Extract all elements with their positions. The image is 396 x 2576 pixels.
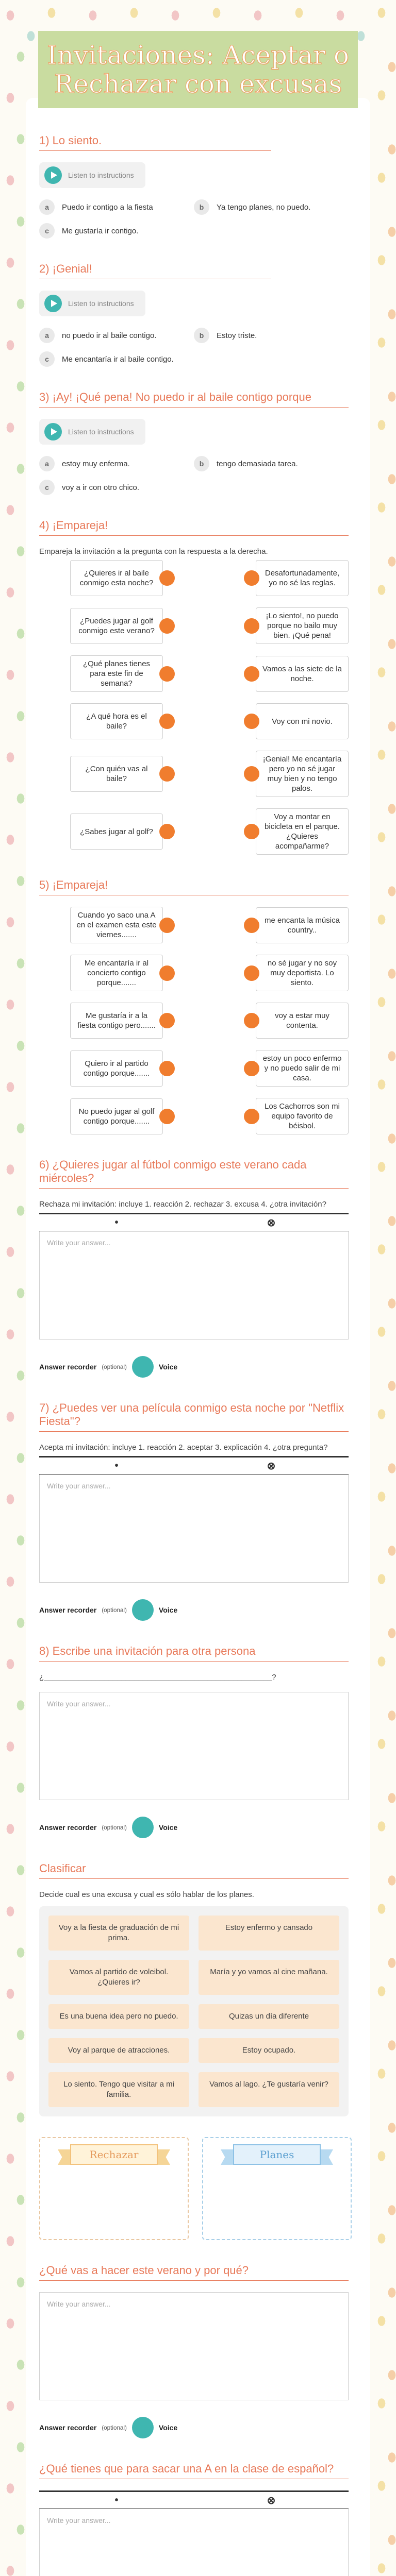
match-right-item[interactable]: me encanta la música country.. (256, 907, 349, 943)
connector-dot[interactable] (159, 766, 175, 782)
match-left-item[interactable]: ¿A qué hora es el baile? (70, 703, 163, 739)
play-icon (44, 423, 62, 440)
answer-textarea[interactable]: Write your answer... (39, 1475, 349, 1583)
drop-zone-planes[interactable] (202, 2137, 352, 2240)
match-right-item[interactable]: estoy un poco enfermo y no puedo salir de mi casa. (256, 1050, 349, 1087)
match-left-item[interactable]: ¿Quieres ir al baile conmigo esta noche? (70, 560, 163, 596)
question-6 (39, 1158, 357, 1378)
question-title: Clasificar (39, 1862, 86, 1875)
column-header: ⊗ (194, 1457, 349, 1475)
match-left-item[interactable]: Quiero ir al partido contigo porque....... (70, 1050, 163, 1087)
drop-buckets (39, 2137, 357, 2240)
title-banner (38, 31, 358, 108)
divider (39, 535, 349, 536)
question-3 (39, 391, 357, 495)
question-title: 8) Escribe una invitación para otra persona (39, 1645, 256, 1657)
options (39, 199, 338, 239)
match-left-item[interactable]: Me encantaría ir al concierto contigo porque....... (70, 955, 163, 991)
draggable-chip[interactable]: Quizas un día diferente (199, 2004, 339, 2029)
connector-dot[interactable] (244, 1013, 259, 1028)
listen-button[interactable]: Listen to instructions (39, 162, 145, 188)
question-title: ¿Qué vas a hacer este verano y por qué? (39, 2264, 249, 2277)
column-header: • (39, 1214, 194, 1231)
draggable-chip[interactable]: Voy al parque de atracciones. (48, 2038, 189, 2063)
draggable-chip[interactable]: Estoy ocupado. (199, 2038, 339, 2063)
chip-pool (39, 1906, 349, 2116)
connector-dot[interactable] (159, 824, 175, 839)
answer-recorder: Answer recorder (optional) Voice (39, 1817, 357, 1838)
answer-recorder: Answer recorder (optional) Voice (39, 1599, 357, 1621)
answer-recorder: Answer recorder (optional) Voice (39, 1356, 357, 1378)
connector-dot[interactable] (244, 766, 259, 782)
match-left-item[interactable]: ¿Sabes jugar al golf? (70, 814, 163, 850)
drop-zone-rechazar[interactable] (39, 2137, 189, 2240)
connector-dot[interactable] (159, 714, 175, 729)
answer-table (39, 1213, 349, 1231)
option[interactable]: b tengo demasiada tarea. (194, 456, 338, 471)
connector-dot[interactable] (159, 570, 175, 586)
option[interactable]: c Me gustaría ir contigo. (39, 223, 184, 239)
draggable-chip[interactable]: Es una buena idea pero no puedo. (48, 2004, 189, 2029)
match-left-item[interactable]: Cuando yo saco una A en el examen esta este viernes....... (70, 907, 163, 943)
match-right-item[interactable]: ¡Genial! Me encantaría pero yo no sé jugar muy bien y no tengo palos. (256, 751, 349, 797)
answer-recorder: Answer recorder (optional) Voice (39, 2417, 357, 2438)
play-icon (44, 166, 62, 184)
match-right-item[interactable]: ¡Lo siento!, no puedo porque no bailo muy bien. ¡Qué pena! (256, 607, 349, 644)
play-icon (44, 295, 62, 312)
match-left-item[interactable]: ¿Qué planes tienes para este fin de semana? (70, 655, 163, 692)
draggable-chip[interactable]: Vamos al lago. ¿Te gustaría venir? (199, 2072, 339, 2107)
question-instructions: Empareja la invitación a la pregunta con la respuesta a la derecha. (39, 547, 268, 556)
connector-dot[interactable] (244, 570, 259, 586)
question-instructions: Decide cual es una excusa y cual es sólo hablar de los planes. (39, 1890, 254, 1899)
worksheet (26, 98, 370, 2576)
connector-dot[interactable] (244, 618, 259, 634)
connector-dot[interactable] (159, 918, 175, 933)
draggable-chip[interactable]: Vamos al partido de voleibol. ¿Quieres ir? (48, 1960, 189, 1995)
match-right-item[interactable]: Vamos a las siete de la noche. (256, 656, 349, 692)
match-right-item[interactable]: voy a estar muy contenta. (256, 1003, 349, 1039)
answer-textarea[interactable]: Write your answer... (39, 1231, 349, 1340)
divider (39, 407, 349, 408)
question-title: ¿Qué tienes que para sacar una A en la clase de español? (39, 2462, 334, 2475)
question-10 (39, 2462, 357, 2576)
divider (39, 150, 271, 151)
connector-dot[interactable] (244, 824, 259, 839)
match-left-item[interactable]: No puedo jugar al golf contigo porque....... (70, 1098, 163, 1134)
bucket-label: Planes (233, 2144, 321, 2165)
question-4 (39, 519, 357, 855)
question-title: 7) ¿Puedes ver una película conmigo esta noche por "Netflix Fiesta"? (39, 1401, 344, 1428)
question-title: 2) ¡Genial! (39, 262, 92, 275)
option[interactable]: c Me encantaría ir al baile contigo. (39, 351, 184, 367)
divider (39, 1431, 349, 1432)
answer-textarea[interactable]: Write your answer... (39, 1692, 349, 1800)
connector-dot[interactable] (244, 666, 259, 682)
record-button[interactable] (132, 1817, 154, 1838)
option[interactable]: b Estoy triste. (194, 328, 338, 343)
listen-button[interactable]: Listen to instructions (39, 291, 145, 316)
question-title: 3) ¡Ay! ¡Qué pena! No puedo ir al baile contigo porque (39, 391, 311, 403)
question-7 (39, 1401, 357, 1621)
draggable-chip[interactable]: Voy a la fiesta de graduación de mi prima. (48, 1916, 189, 1951)
connector-dot[interactable] (159, 1013, 175, 1028)
option[interactable]: c voy a ir con otro chico. (39, 480, 184, 495)
question-1 (39, 134, 357, 239)
option[interactable]: a Puedo ir contigo a la fiesta (39, 199, 184, 215)
matching-area (70, 907, 349, 1134)
question-title: 5) ¡Empareja! (39, 878, 108, 891)
record-button[interactable] (132, 1599, 154, 1621)
connector-dot[interactable] (244, 965, 259, 981)
connector-dot[interactable] (159, 1109, 175, 1124)
connector-dot[interactable] (244, 1061, 259, 1076)
match-right-item[interactable]: Voy con mi novio. (256, 703, 349, 739)
option[interactable]: b Ya tengo planes, no puedo. (194, 199, 338, 215)
match-left-item[interactable]: ¿Puedes jugar al golf conmigo este verano? (70, 608, 163, 644)
options (39, 456, 338, 495)
match-right-item[interactable]: Desafortunadamente, yo no sé las reglas. (256, 560, 349, 596)
connector-dot[interactable] (244, 1109, 259, 1124)
question-title: 1) Lo siento. (39, 134, 102, 147)
question-line: ¿_____________________________________________________? (39, 1673, 276, 1682)
draggable-chip[interactable]: Estoy enfermo y cansado (199, 1916, 339, 1951)
question-title: 4) ¡Empareja! (39, 519, 108, 532)
question-9 (39, 2264, 357, 2438)
connector-dot[interactable] (244, 714, 259, 729)
connector-dot[interactable] (244, 918, 259, 933)
connector-dot[interactable] (159, 965, 175, 981)
options (39, 328, 338, 367)
match-left-item[interactable]: Me gustaría ir a la fiesta contigo pero....... (70, 1003, 163, 1039)
listen-button[interactable]: Listen to instructions (39, 419, 145, 445)
match-left-item[interactable]: ¿Con quién vas al baile? (70, 756, 163, 792)
question-2 (39, 262, 357, 367)
answer-table (39, 1456, 349, 1475)
option[interactable]: a no puedo ir al baile contigo. (39, 328, 184, 343)
match-right-item[interactable]: Voy a montar en bicicleta en el parque. ¿Quieres acompañarme? (256, 808, 349, 855)
column-header: • (39, 1457, 194, 1475)
divider (39, 1661, 349, 1662)
question-5 (39, 878, 357, 1134)
question-8 (39, 1645, 357, 1838)
matching-area (70, 560, 349, 855)
connector-dot[interactable] (159, 618, 175, 634)
column-header: ⊗ (194, 1214, 349, 1231)
record-button[interactable] (132, 2417, 154, 2438)
question-instructions: Acepta mi invitación: incluye 1. reacción 2. aceptar 3. explicación 4. ¿otra pregunta? (39, 1443, 328, 1452)
record-button[interactable] (132, 1356, 154, 1378)
match-right-item[interactable]: no sé jugar y no soy muy deportista. Lo siento. (256, 955, 349, 991)
answer-table (39, 2490, 349, 2509)
question-instructions: Rechaza mi invitación: incluye 1. reacción 2. rechazar 3. excusa 4. ¿otra invitación? (39, 1200, 326, 1209)
bucket-label: Rechazar (70, 2144, 158, 2165)
divider (39, 1188, 349, 1189)
classify-section (39, 1862, 357, 2240)
connector-dot[interactable] (159, 666, 175, 682)
answer-textarea[interactable]: Write your answer... (39, 2292, 349, 2400)
draggable-chip[interactable]: María y yo vamos al cine mañana. (199, 1960, 339, 1995)
answer-textarea[interactable]: Write your answer... (39, 2509, 349, 2576)
option[interactable]: a estoy muy enferma. (39, 456, 184, 471)
match-right-item[interactable]: Los Cachorros son mi equipo favorito de béisbol. (256, 1098, 349, 1134)
question-title: 6) ¿Quieres jugar al fútbol conmigo este verano cada miércoles? (39, 1158, 307, 1184)
divider (39, 2280, 349, 2281)
connector-dot[interactable] (159, 1061, 175, 1076)
draggable-chip[interactable]: Lo siento. Tengo que visitar a mi familia. (48, 2072, 189, 2107)
column-header: • (39, 2492, 194, 2509)
worksheet-title: Invitaciones: Aceptar o Rechazar con excusas (47, 40, 349, 99)
column-header: ⊗ (194, 2492, 349, 2509)
divider (39, 1878, 349, 1879)
